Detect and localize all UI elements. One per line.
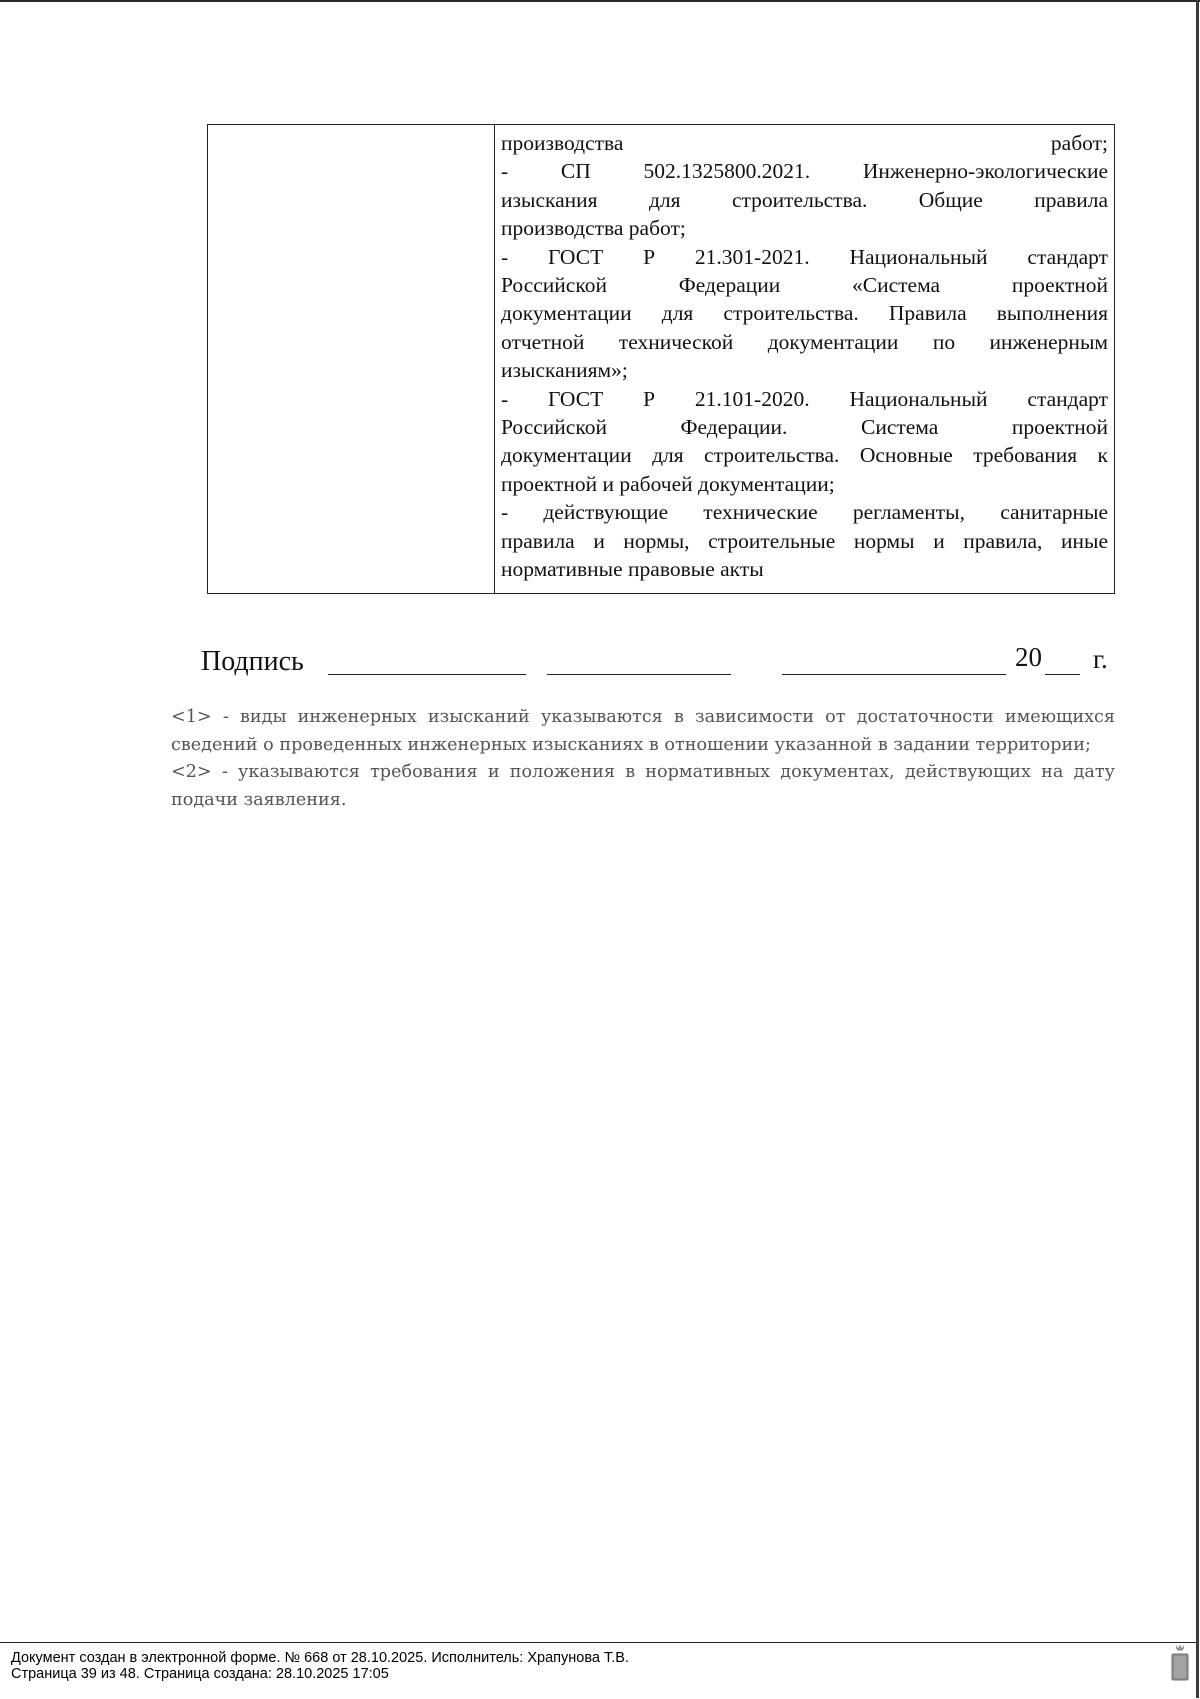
requirement-line: Российской Федерации. Система проектной — [501, 415, 1108, 440]
requirements-table — [207, 124, 1115, 594]
requirement-line: - СП 502.1325800.2021. Инженерно-экологические — [501, 159, 1108, 184]
footnote-line: подачи заявления. — [171, 789, 347, 810]
year-blank-line — [1045, 674, 1080, 675]
footnote-line: сведений о проведенных инженерных изысканиях в отношении указанной в задании территории; — [171, 734, 1091, 755]
requirement-line: документации для строительства. Правила выполнения — [501, 301, 1108, 326]
table-right-cell — [495, 125, 1114, 593]
footnote-line: <2> - указываются требования и положения в нормативных документах, действующих на дату — [171, 762, 1115, 783]
signature-blank-line — [782, 674, 1006, 675]
coat-of-arms-icon — [1170, 1643, 1190, 1681]
requirement-line: правила и нормы, строительные нормы и правила, иные — [501, 528, 1108, 553]
requirement-line: изыскания для строительства. Общие правила — [501, 187, 1108, 212]
year-suffix: г. — [1093, 644, 1108, 674]
table-left-cell — [208, 125, 495, 593]
footnotes — [171, 704, 1115, 814]
document-footer — [0, 1642, 1196, 1699]
year-prefix: 20 — [1015, 642, 1042, 672]
page-top-edge — [0, 0, 1200, 2]
signature-blank-line — [547, 674, 731, 675]
requirement-line: изысканиям»; — [501, 358, 628, 383]
requirement-line: проектной и рабочей документации; — [501, 471, 835, 496]
requirement-line: производства работ; — [501, 131, 1108, 155]
page-right-edge — [1196, 0, 1199, 1698]
requirement-line: нормативные правовые акты — [501, 557, 764, 582]
requirement-line: - ГОСТ Р 21.101-2020. Национальный стандарт — [501, 386, 1108, 411]
requirement-line: производства работ; — [501, 216, 686, 241]
signature-label: Подпись — [201, 646, 304, 677]
footer-document-info: Документ создан в электронной форме. № 668 от 28.10.2025. Исполнитель: Храпунова Т.В. — [11, 1650, 629, 1666]
requirement-line: Российской Федерации «Система проектной — [501, 273, 1108, 298]
requirement-line: документации для строительства. Основные требования к — [501, 443, 1108, 468]
signature-blank-line — [328, 674, 526, 675]
footnote-line: <1> - виды инженерных изысканий указываются в зависимости от достаточности имеющихся — [171, 707, 1115, 727]
requirement-line: - действующие технические регламенты, санитарные — [501, 500, 1108, 525]
signature-row — [200, 640, 1115, 680]
requirement-line: отчетной технической документации по инженерным — [501, 329, 1108, 354]
requirement-line: - ГОСТ Р 21.301-2021. Национальный стандарт — [501, 244, 1108, 269]
footer-page-info: Страница 39 из 48. Страница создана: 28.10.2025 17:05 — [11, 1666, 389, 1682]
